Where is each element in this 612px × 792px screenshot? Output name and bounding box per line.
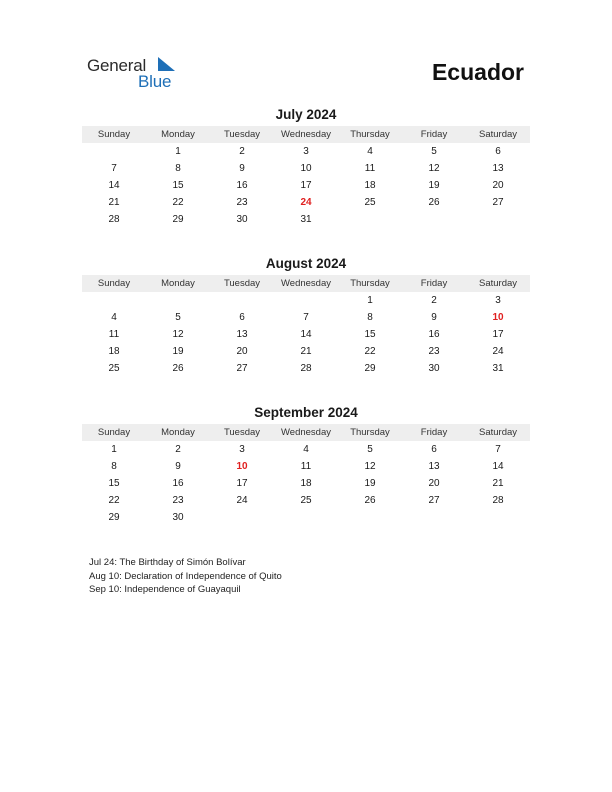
day-cell: 24: [492, 346, 504, 357]
day-cell: 7: [303, 312, 309, 323]
day-cell: 18: [108, 346, 120, 357]
month-august: [82, 256, 530, 377]
day-cell: 23: [428, 346, 440, 357]
day-cell: 28: [108, 214, 120, 225]
weekday-label: Wednesday: [281, 278, 331, 289]
day-cell: 12: [172, 329, 184, 340]
weekday-label: Sunday: [97, 278, 131, 289]
logo: [87, 56, 187, 92]
day-cell: 28: [492, 495, 504, 506]
day-cell: 26: [364, 495, 376, 506]
day-cell: 29: [364, 363, 376, 374]
day-cell: 3: [303, 146, 309, 157]
day-cell: 29: [172, 214, 184, 225]
day-cell: 5: [431, 146, 437, 157]
holiday-note: Jul 24: The Birthday of Simón Bolívar: [89, 557, 246, 568]
weekday-label: Monday: [161, 427, 195, 438]
holiday-note: Sep 10: Independence of Guayaquil: [89, 584, 241, 595]
day-cell: 12: [428, 163, 440, 174]
day-cell: 9: [175, 461, 181, 472]
day-cell: 28: [300, 363, 312, 374]
day-cell: 20: [428, 478, 440, 489]
logo-text-blue: Blue: [138, 72, 172, 91]
day-cell: 2: [239, 146, 245, 157]
week-row: [82, 309, 530, 326]
day-cell: 1: [367, 295, 373, 306]
day-cell: 27: [492, 197, 504, 208]
day-cell: 8: [367, 312, 373, 323]
day-cell: 7: [111, 163, 117, 174]
day-cell: 10: [300, 163, 312, 174]
day-cell: 4: [303, 444, 309, 455]
day-cell: 11: [108, 329, 120, 340]
day-cell: 14: [108, 180, 120, 191]
week-row: [82, 360, 530, 377]
day-cell: 29: [108, 512, 120, 523]
day-cell: 16: [172, 478, 184, 489]
day-cell: 15: [108, 478, 120, 489]
day-cell: 25: [300, 495, 312, 506]
week-row: [82, 343, 530, 360]
day-cell: 2: [175, 444, 181, 455]
week-row: [82, 441, 530, 458]
weekday-label: Thursday: [350, 129, 390, 140]
day-cell: 6: [495, 146, 501, 157]
day-cell: 5: [175, 312, 181, 323]
day-cell: 8: [175, 163, 181, 174]
day-cell: 31: [300, 214, 312, 225]
day-cell: 19: [428, 180, 440, 191]
weekday-header: [82, 424, 530, 441]
month-september: [82, 405, 530, 526]
day-cell: 26: [172, 363, 184, 374]
day-cell: 5: [367, 444, 373, 455]
holiday-notes: [89, 556, 282, 597]
day-cell: 22: [172, 197, 184, 208]
day-cell: 1: [175, 146, 181, 157]
day-cell: 27: [236, 363, 248, 374]
holiday-note: Aug 10: Declaration of Independence of Quito: [89, 570, 282, 582]
month-title: July 2024: [275, 107, 337, 122]
weekday-label: Friday: [420, 427, 448, 438]
day-cell: 25: [108, 363, 120, 374]
weekday-label: Monday: [161, 278, 195, 289]
day-cell: 14: [492, 461, 504, 472]
month-title: August 2024: [265, 256, 347, 271]
day-cell: 3: [239, 444, 245, 455]
day-cell: 19: [172, 346, 184, 357]
weekday-label: Tuesday: [223, 427, 261, 438]
day-cell: 7: [495, 444, 501, 455]
day-cell: 18: [364, 180, 376, 191]
week-row: [82, 458, 530, 475]
week-row: [82, 492, 530, 509]
day-cell: 17: [236, 478, 248, 489]
holiday-day-cell: 10: [236, 461, 248, 472]
weekday-label: Thursday: [350, 427, 390, 438]
weekday-label: Friday: [420, 278, 448, 289]
week-row: [82, 177, 530, 194]
day-cell: 24: [236, 495, 248, 506]
weekday-label: Monday: [161, 129, 195, 140]
country-title: Ecuador: [431, 59, 524, 85]
day-cell: 3: [495, 295, 501, 306]
month-july: [82, 107, 530, 228]
day-cell: 18: [300, 478, 312, 489]
weekday-label: Sunday: [97, 129, 131, 140]
weekday-header: [82, 275, 530, 292]
day-cell: 8: [111, 461, 117, 472]
weekday-label: Saturday: [478, 129, 518, 140]
day-cell: 19: [364, 478, 376, 489]
day-cell: 22: [108, 495, 120, 506]
logo-text-general: General: [87, 56, 147, 75]
weekday-label: Saturday: [478, 278, 518, 289]
logo-triangle-icon: [158, 56, 176, 72]
day-cell: 21: [492, 478, 504, 489]
weekday-label: Thursday: [350, 278, 390, 289]
day-cell: 16: [428, 329, 440, 340]
week-row: [82, 292, 530, 309]
weekday-label: Wednesday: [281, 129, 331, 140]
day-cell: 15: [172, 180, 184, 191]
day-cell: 21: [300, 346, 312, 357]
day-cell: 6: [239, 312, 245, 323]
day-cell: 9: [431, 312, 437, 323]
day-cell: 1: [111, 444, 117, 455]
day-cell: 4: [111, 312, 117, 323]
day-cell: 23: [172, 495, 184, 506]
day-cell: 12: [364, 461, 376, 472]
week-row: [82, 160, 530, 177]
day-cell: 25: [364, 197, 376, 208]
weekday-label: Wednesday: [281, 427, 331, 438]
day-cell: 31: [492, 363, 504, 374]
day-cell: 11: [300, 461, 312, 472]
day-cell: 15: [364, 329, 376, 340]
weekday-label: Sunday: [97, 427, 131, 438]
day-cell: 13: [428, 461, 440, 472]
month-title: September 2024: [254, 405, 358, 420]
day-cell: 17: [300, 180, 312, 191]
day-cell: 14: [300, 329, 312, 340]
day-cell: 17: [492, 329, 504, 340]
day-cell: 30: [428, 363, 440, 374]
holiday-day-cell: 24: [300, 197, 312, 208]
week-row: [82, 326, 530, 343]
week-row: [82, 194, 530, 211]
weekday-header: [82, 126, 530, 143]
day-cell: 2: [431, 295, 437, 306]
weekday-label: Friday: [420, 129, 448, 140]
day-cell: 20: [492, 180, 504, 191]
weekday-label: Tuesday: [223, 129, 261, 140]
day-cell: 9: [239, 163, 245, 174]
week-row: [82, 509, 530, 526]
holiday-day-cell: 10: [492, 312, 504, 323]
week-row: [82, 143, 530, 160]
day-cell: 22: [364, 346, 376, 357]
day-cell: 20: [236, 346, 248, 357]
weekday-label: Tuesday: [223, 278, 261, 289]
week-row: [82, 475, 530, 492]
day-cell: 26: [428, 197, 440, 208]
day-cell: 23: [236, 197, 248, 208]
weekday-label: Saturday: [478, 427, 518, 438]
day-cell: 30: [236, 214, 248, 225]
day-cell: 4: [367, 146, 373, 157]
day-cell: 21: [108, 197, 120, 208]
day-cell: 30: [172, 512, 184, 523]
day-cell: 11: [364, 163, 376, 174]
week-row: [82, 211, 530, 228]
day-cell: 6: [431, 444, 437, 455]
day-cell: 16: [236, 180, 248, 191]
day-cell: 13: [492, 163, 504, 174]
day-cell: 13: [236, 329, 248, 340]
day-cell: 27: [428, 495, 440, 506]
